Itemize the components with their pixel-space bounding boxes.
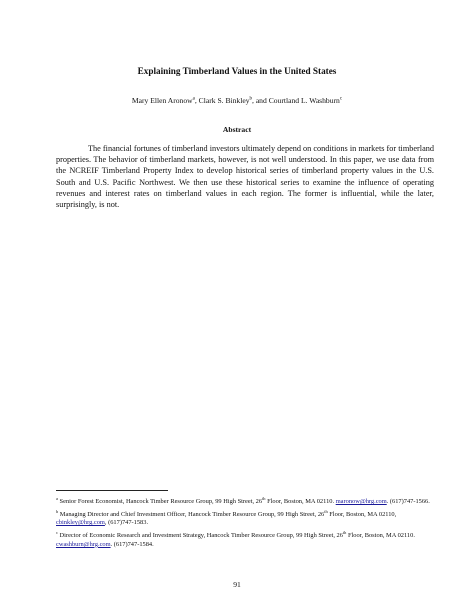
email-link[interactable]: cwashburn@hrg.com: [56, 540, 111, 548]
footnote-divider: [56, 490, 168, 491]
affiliation-marker: a: [192, 96, 195, 102]
footnote-phone: . (617)747-1584.: [110, 540, 154, 548]
footnote-text: Floor, Boston, MA 02110.: [346, 532, 415, 540]
footnote-marker: b: [56, 508, 59, 514]
footnote-text: Floor, Boston, MA 02110.: [265, 498, 335, 506]
author-separator: , and: [252, 96, 269, 105]
author-separator: ,: [194, 96, 199, 105]
footnote-ordinal: th: [324, 508, 328, 514]
footnote-marker: c: [56, 530, 58, 536]
author-name: Courtland L. Washburn: [268, 96, 340, 105]
footnote-phone: . (617)747-1566.: [386, 498, 430, 506]
affiliation-marker: c: [339, 96, 343, 102]
affiliation-marker: b: [249, 96, 253, 102]
footnote: [56, 508, 436, 528]
abstract-body: The financial fortunes of timberland investors ultimately depend on conditions in markets for timberland properties. The behavior of timberland markets, however, is not well understood. In this paper, we use data from the NCREIF Timberland Property Index to develop historical series of timberland property values in the U.S. South and U.S. Pacific Northwest. We then use these historical series to examine the influence of operating revenues and interest rates on timberland values in each region. The former is influential, while the later, surprisingly, is not.: [56, 144, 434, 210]
email-link[interactable]: cbinkley@hrg.com: [56, 519, 105, 527]
author-name: Clark S. Binkley: [198, 96, 250, 105]
footnote-text: Senior Forest Economist, Hancock Timber Resource Group, 99 High Street, 26: [57, 498, 263, 506]
footnote-text: Floor, Boston, MA 02110,: [327, 510, 397, 518]
email-link[interactable]: maronow@hrg.com: [335, 498, 387, 506]
footnotes: [56, 495, 436, 550]
footnote-ordinal: th: [262, 496, 266, 501]
abstract-heading: Abstract: [222, 125, 252, 134]
footnote-ordinal: th: [342, 530, 347, 536]
author-line: [0, 96, 474, 105]
page-number: 91: [233, 580, 241, 589]
footnote-marker: a: [56, 496, 58, 501]
footnote: [56, 529, 436, 549]
footnote-phone: , (617)747-1583.: [104, 519, 149, 527]
footnote: [56, 495, 436, 507]
paper-title: Explaining Timberland Values in the United States: [137, 66, 337, 76]
footnote-text: Director of Economic Research and Investment Strategy, Hancock Timber Resource Group, 99 High Street, 26: [57, 532, 343, 540]
author-name: Mary Ellen Aronow: [131, 96, 193, 105]
footnote-text: Managing Director and Chief Investment Officer, Hancock Timber Resource Group, 99 High Street, 26: [58, 510, 325, 518]
